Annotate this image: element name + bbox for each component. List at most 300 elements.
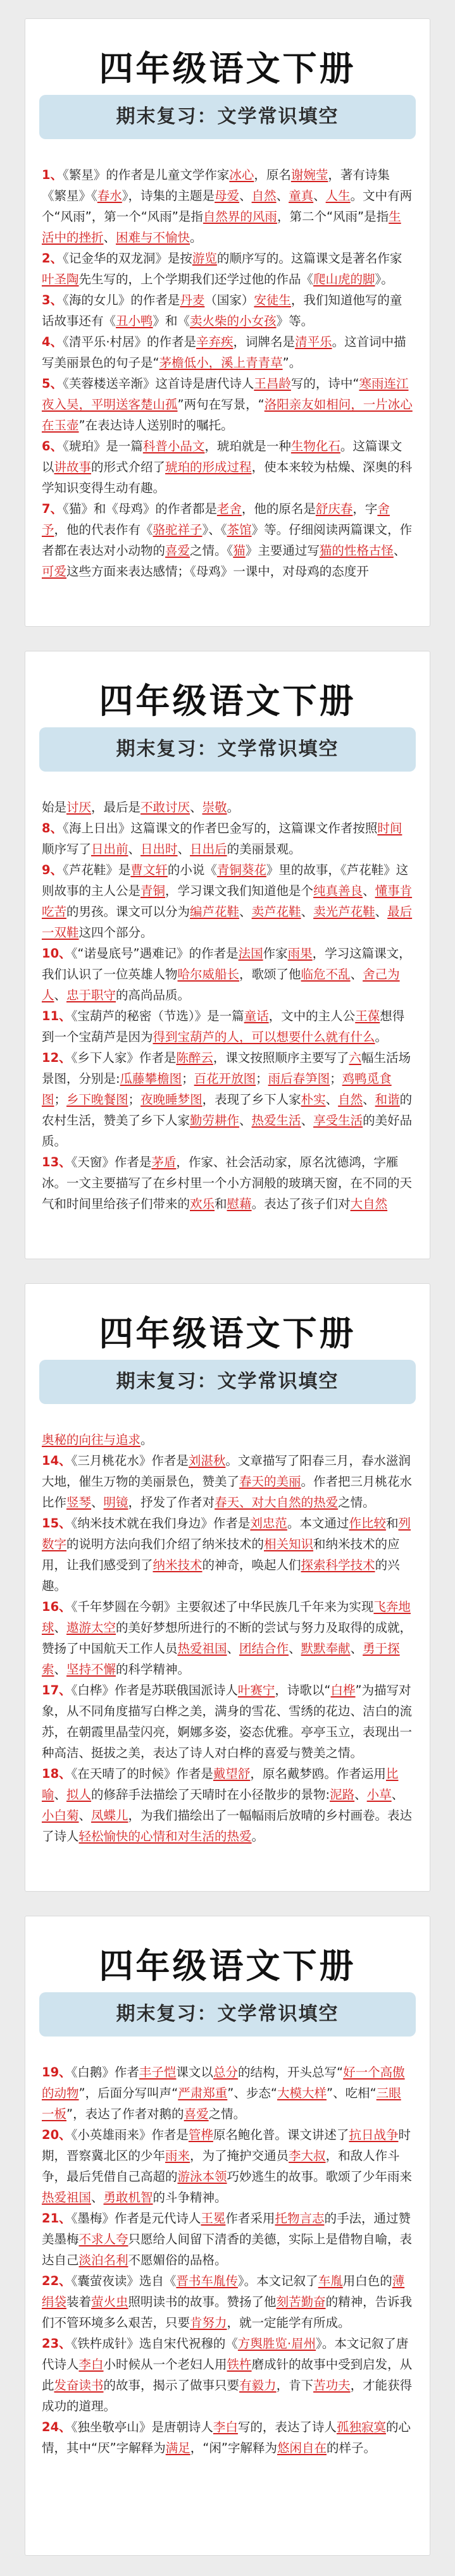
item-number: 24、: [42, 2420, 72, 2434]
item-text: 《乡下人家》作者是: [71, 1051, 177, 1065]
item-text: 、: [239, 188, 252, 203]
item-text: 。: [227, 800, 240, 815]
answer-text: 享受生活: [313, 1113, 363, 1128]
item-text: 。这篇课文以: [42, 439, 402, 474]
item-text: 、: [354, 1787, 367, 1802]
item-text: ，琥珀就是一种: [204, 439, 291, 453]
item-text: ，肯下: [276, 2378, 314, 2393]
item-text: 、: [350, 967, 363, 982]
answer-text: 雨来: [165, 2148, 190, 2163]
item-text: （国家）: [204, 293, 254, 307]
fill-item: [42, 331, 413, 373]
answer-text: 刘湛秋: [188, 1453, 226, 1468]
fill-item: [42, 1047, 413, 1152]
fill-item: [42, 248, 413, 290]
answer-text: 小白菊: [42, 1808, 79, 1823]
answer-text: 相关知识: [264, 1537, 314, 1551]
answer-text: 童话: [244, 1009, 269, 1023]
answer-text: 勤劳耕作: [190, 1113, 240, 1128]
fill-item: [42, 436, 413, 498]
answer-text: 人生: [325, 188, 351, 203]
item-number: 18、: [42, 1766, 72, 1781]
answer-text: 飞奔地球: [42, 1599, 411, 1635]
item-text: 的心情，其中“厌”字解释为: [42, 2420, 411, 2455]
answer-text: 丑小鸭: [116, 314, 153, 328]
answer-text: 安徒生: [254, 293, 291, 307]
item-text: ，学习课文我们知道他是个: [165, 884, 314, 898]
subtitle-banner: 期末复习：文学常识填空: [39, 1992, 416, 2037]
fill-item: [42, 164, 413, 248]
answer-text: 车胤: [318, 2274, 343, 2288]
answer-text: 李白: [213, 2420, 238, 2434]
item-text: 》和《: [153, 314, 190, 328]
subtitle-banner: 期末复习：文学常识填空: [39, 727, 416, 772]
fill-item: [42, 1680, 413, 1763]
item-text: 、: [393, 543, 406, 558]
answer-text: 方舆胜览·眉州: [237, 2336, 316, 2351]
item-text: ，学习这篇课文，我们认识了一位英雄人物: [42, 946, 411, 982]
item-text: 、: [301, 1113, 314, 1128]
item-text: ”、吃相“: [326, 2086, 377, 2100]
answer-text: 热爱生活: [251, 1113, 301, 1128]
item-text: 、: [363, 1092, 375, 1107]
item-text: 《纳米技术就在我们身边》作者是: [71, 1516, 251, 1531]
item-text: 《白桦》作者是苏联俄国派诗人: [71, 1683, 238, 1698]
item-text: 《白鹅》作者: [71, 2065, 139, 2080]
item-text: ，原名: [254, 168, 291, 182]
item-text: 时期，晋察冀北区的少年: [42, 2128, 411, 2163]
answer-text: 百花开放图: [194, 1071, 256, 1086]
item-text: 的顺序写的。这篇课文是著名作家: [216, 251, 402, 266]
item-text: 《芙蓉楼送辛渐》这首诗是唐代诗人: [63, 376, 254, 391]
page-body: [25, 2062, 430, 2471]
answer-text: 王昌龄: [254, 376, 291, 391]
item-text: 的修辞手法描绘了天晴时在小径散步的景物:: [91, 1787, 330, 1802]
item-text: 的说明方法向我们介绍了纳米技术的: [66, 1537, 265, 1551]
answer-text: 讨厌: [66, 800, 92, 815]
answer-text: 得到宝葫芦的人，可以想要什么就有什么: [153, 1030, 375, 1044]
answer-text: 大模大样: [277, 2086, 327, 2100]
item-text: 想得到一个宝葫芦是因为: [42, 1009, 405, 1044]
answer-text: 崇敬: [202, 800, 227, 815]
answer-text: 猫的性格古怪: [319, 543, 394, 558]
item-text: ，文中的主人公: [268, 1009, 356, 1023]
answer-text: 懂事肯吃苦: [42, 884, 413, 919]
answer-text: 舍予: [42, 502, 390, 537]
answer-text: 薄绢袋: [42, 2274, 405, 2309]
answer-text: 轻松愉快的心情和对生活的热爱: [78, 1829, 252, 1844]
answer-text: 坚持不懈: [66, 1662, 116, 1677]
page-4: [25, 1916, 430, 2555]
item-text: 、: [325, 1092, 339, 1107]
fill-item: [42, 2271, 413, 2333]
item-text: 、: [128, 842, 141, 856]
item-text: ，“闲”字解释为: [190, 2441, 277, 2455]
fill-item: [42, 2333, 413, 2417]
item-text: 、: [313, 188, 326, 203]
answer-text: 自然: [338, 1092, 363, 1107]
item-text: 、: [54, 1787, 67, 1802]
answer-text: 茶馆: [227, 522, 252, 537]
answer-text: 日出前: [91, 842, 128, 856]
answer-text: 青铜葵花: [216, 863, 266, 877]
item-text: 写的，表达了诗人: [237, 2420, 337, 2434]
item-text: 、: [103, 230, 116, 245]
item-text: ，著有诗集《繁星》《: [42, 168, 390, 203]
item-text: 小时候从一个老妇人用: [103, 2357, 227, 2372]
item-text: 》等。仔细阅读两篇课文，作者都在表达对小动物的: [42, 522, 413, 558]
answer-text: 时间: [377, 821, 402, 835]
item-text: 。作者把三月桃花水比作: [42, 1474, 413, 1510]
item-text: 和: [215, 1197, 227, 1211]
answer-text: 淡泊名利: [78, 2253, 128, 2267]
item-text: 《三月桃花水》作者是: [71, 1453, 189, 1468]
item-text: 作家: [263, 946, 288, 961]
answer-text: 欢乐: [190, 1197, 215, 1211]
answer-text: 洛阳亲友如相问，一片冰心在玉壶: [42, 397, 413, 433]
answer-text: 凤蝶儿: [91, 1808, 128, 1823]
item-text: 幅生活场景图，分别是:: [42, 1051, 411, 1086]
item-text: ”两句在写景，“: [177, 397, 265, 412]
item-text: 这四个部分。: [78, 925, 153, 940]
answer-text: 丰子恺: [139, 2065, 177, 2080]
answer-text: 琥珀的形成过程: [165, 460, 252, 474]
item-number: 5、: [42, 376, 63, 391]
fill-item: [42, 2417, 413, 2458]
item-text: 之情。: [208, 2107, 246, 2121]
item-text: 顺序写了: [42, 842, 92, 856]
item-text: ，课文按照顺序主要写了: [213, 1051, 349, 1065]
answer-text: 列数字: [42, 1516, 411, 1551]
item-number: 6、: [42, 439, 63, 453]
fill-item: [42, 290, 413, 331]
item-text: 。: [375, 1030, 388, 1044]
answer-text: 满足: [165, 2441, 190, 2455]
item-number: 12、: [42, 1051, 72, 1065]
answer-text: 李大叔: [289, 2148, 326, 2163]
item-text: 的美好梦想所进行的不断的尝试与努力及取得的成就，赞扬了中国航天工作人员: [42, 1620, 413, 1656]
answer-text: 丹麦: [180, 293, 205, 307]
item-text: 巧妙逃生的故事。歌颂了少年雨来: [227, 2169, 413, 2184]
item-text: ，他的原名是: [241, 502, 316, 516]
item-text: ，歌颂了他: [239, 967, 301, 982]
item-text: ；: [128, 1092, 141, 1107]
item-text: ，原名戴梦鸥。作者运用: [250, 1766, 386, 1781]
fill-item: [42, 498, 413, 582]
item-text: 《海的女儿》的作者是: [63, 293, 180, 307]
item-text: 。文中有两个“风雨”，第一个“风雨”是指: [42, 188, 413, 224]
answer-text: 王冕: [201, 2211, 226, 2226]
answer-text: 雨果: [287, 946, 313, 961]
page-body: [25, 797, 430, 1227]
answer-text: 萤火虫: [91, 2295, 128, 2309]
item-text: 《铁杵成针》选自宋代祝穆的《: [71, 2336, 238, 2351]
answer-text: 作比较: [349, 1516, 386, 1531]
item-text: ”为描写对象，从不同角度描写白桦之美，满身的雪花、雪绣的花边、洁白的流苏，在朝霞里晶莹闪亮，婀娜多姿，姿态优雅。亭亭玉立，表现出一种高洁、挺拔之美，表达了诗人对白桦的喜爱与赞美之情。: [42, 1683, 413, 1760]
page-title: 四年级语文下册: [99, 48, 356, 89]
answer-text: 晋书车胤传: [176, 2274, 238, 2288]
answer-text: 三眼一板: [42, 2086, 401, 2121]
item-text: 照明读书的故事。赞扬了他: [128, 2295, 277, 2309]
item-text: 的神奇，唤起人们: [202, 1558, 301, 1572]
answer-text: 爬山虎的脚: [313, 272, 375, 287]
item-text: ，第二个“风雨”是指: [277, 209, 389, 224]
item-text: 和纳米技术的应用，让我们感受到了: [42, 1537, 400, 1572]
page-1: [25, 19, 430, 626]
item-text: 。表达了孩子们对: [251, 1197, 351, 1211]
subtitle-banner: 期末复习：文学常识填空: [39, 1360, 416, 1404]
item-text: 、: [289, 1641, 301, 1656]
item-text: 的美好品质。: [42, 1113, 413, 1149]
answer-text: 青铜: [140, 884, 166, 898]
answer-text: 困难与不愉快: [116, 230, 190, 245]
item-text: ，使本来较为枯燥、深奥的科学知识变得生动有趣。: [42, 460, 413, 495]
item-text: 《在天晴了的时候》作者是: [71, 1766, 213, 1781]
answer-text: 春水: [97, 188, 122, 203]
item-text: ，就一定能学有所成。: [227, 2315, 351, 2330]
item-text: 的兴趣。: [42, 1558, 400, 1593]
item-number: 8、: [42, 821, 63, 835]
item-text: 、: [177, 842, 190, 856]
item-text: ；: [182, 1071, 194, 1086]
page-title: 四年级语文下册: [99, 1313, 356, 1353]
answer-text: 抗日战争: [349, 2128, 399, 2142]
answer-text: 编芦花鞋: [190, 904, 240, 919]
answer-text: 童真: [289, 188, 314, 203]
fill-item: [42, 2062, 413, 2124]
item-text: 装着: [66, 2295, 92, 2309]
fill-item: [42, 1152, 413, 1214]
item-text: 、: [190, 800, 203, 815]
answer-text: 李白: [78, 2357, 104, 2372]
item-text: ；: [256, 1071, 268, 1086]
page-header: [25, 651, 430, 797]
answer-text: 小草: [366, 1787, 392, 1802]
item-text: 、: [391, 1787, 404, 1802]
fill-item: [42, 797, 413, 818]
item-text: ”。: [282, 355, 302, 370]
answer-text: 刻苦勤奋: [276, 2295, 326, 2309]
item-text: 《琥珀》是一篇: [63, 439, 143, 453]
item-text: 、: [363, 884, 375, 898]
item-number: 20、: [42, 2128, 72, 2142]
answer-text: 肯努力: [190, 2315, 227, 2330]
item-text: 》，诗集的主题是: [122, 188, 215, 203]
item-text: 课文以: [176, 2065, 213, 2080]
answer-text: 有毅力: [239, 2378, 277, 2393]
item-text: 》等。: [276, 314, 314, 328]
page-title: 四年级语文下册: [99, 681, 356, 721]
answer-text: 春天、对大自然的热爱: [215, 1495, 339, 1510]
item-number: 22、: [42, 2274, 72, 2288]
fill-item: [42, 1596, 413, 1680]
item-number: 19、: [42, 2065, 72, 2080]
answer-text: 叶圣陶: [42, 272, 79, 287]
item-text: ，我们知道他写的童话故事还有《: [42, 293, 402, 328]
answer-text: 夜晚睡梦图: [140, 1092, 203, 1107]
item-text: ，最后是: [91, 800, 141, 815]
item-text: 的结构，开头总写“: [237, 2065, 344, 2080]
item-text: 》主要通过写: [245, 543, 320, 558]
item-text: ”，后面分写叫声“: [78, 2086, 178, 2100]
answer-text: 喜爱: [165, 543, 190, 558]
item-text: 的农村生活，赞美了乡下人家: [42, 1092, 413, 1128]
answer-text: 忠于职守: [66, 988, 116, 1002]
item-text: 、: [91, 1495, 104, 1510]
fill-item: [42, 2124, 413, 2208]
item-text: 的样子。: [326, 2441, 376, 2455]
answer-text: 喜爱: [184, 2107, 209, 2121]
item-number: 3、: [42, 293, 63, 307]
answer-text: 管桦: [188, 2128, 213, 2142]
answer-text: 春天的美丽: [239, 1474, 301, 1489]
fill-item: [42, 2208, 413, 2271]
answer-text: 纳米技术: [153, 1558, 203, 1572]
answer-text: 鸡鸭觅食图: [42, 1071, 392, 1107]
item-text: 、: [54, 1662, 67, 1677]
item-text: 和: [385, 1516, 399, 1531]
item-text: 》。: [375, 272, 394, 287]
item-text: 磨成针的故事中受到启发，从此: [42, 2357, 413, 2393]
item-text: 先生写的，上个学期我们还学过他的作品《: [78, 272, 314, 287]
item-text: ，和敌人作斗争，最后凭借自己高超的: [42, 2148, 400, 2184]
answer-text: 临危不乱: [301, 967, 351, 982]
item-number: 14、: [42, 1453, 72, 1468]
item-text: 用白色的: [342, 2274, 392, 2288]
answer-text: 不敢讨厌: [140, 800, 190, 815]
item-text: 。: [190, 230, 203, 245]
item-text: 之情。: [338, 1495, 375, 1510]
fill-item: [42, 943, 413, 1006]
fill-item: [42, 1429, 413, 1450]
item-text: 《猫》和《母鸡》的作者都是: [63, 502, 217, 516]
item-text: 《宝葫芦的秘密（节选）》是一篇: [71, 1009, 244, 1023]
item-text: ，词牌名是: [233, 335, 296, 349]
page-body: [25, 164, 430, 595]
answer-text: 发奋读书: [54, 2378, 104, 2393]
answer-text: 冰心: [229, 168, 254, 182]
item-text: 这些方面来表达感情；《母鸡》一课中，对母鸡的态度开: [66, 564, 369, 579]
answer-text: 茅檐低小，溪上青青草: [159, 355, 283, 370]
item-text: 的精神，告诉我们不管环境多么艰苦，只要: [42, 2295, 413, 2330]
item-text: 《海上日出》这篇课文的作者巴金写的，这篇课文作者按照: [63, 821, 378, 835]
answer-text: 寒雨连江夜入吴，平明送客楚山孤: [42, 376, 409, 412]
answer-text: 日出时: [140, 842, 178, 856]
item-number: 7、: [42, 502, 63, 516]
answer-text: 探索科学技术: [301, 1558, 375, 1572]
answer-text: 六: [349, 1051, 361, 1065]
answer-text: 谢婉莹: [290, 168, 328, 182]
item-text: 《繁星》的作者是儿童文学作家: [63, 168, 230, 182]
fill-item: [42, 860, 413, 943]
answer-text: 陈醉云: [176, 1051, 213, 1065]
item-text: 《小英雄雨来》作者是: [71, 2128, 189, 2142]
item-text: 《“诺曼底号”遇难记》的作者是: [71, 946, 239, 961]
item-text: 《墨梅》作者是元代诗人: [71, 2211, 201, 2226]
item-text: ，诗歌以“: [275, 1683, 331, 1698]
item-text: 的高尚品质。: [116, 988, 190, 1002]
answer-text: 勇于探索: [42, 1641, 400, 1677]
answer-text: 辛弃疾: [196, 335, 234, 349]
item-text: ，作家、社会活动家，原名沈德鸿，字雁冰。一文主要描写了在乡村里一个小方洞般的玻璃天窗，在不同的天气和时间里给孩子们带来的: [42, 1155, 413, 1211]
item-text: 的手法，通过赞美墨梅: [42, 2211, 411, 2246]
item-text: 的形式介绍了: [91, 460, 166, 474]
answer-text: 雨后春笋图: [268, 1071, 330, 1086]
item-number: 4、: [42, 335, 63, 349]
answer-text: 铁杵: [227, 2357, 252, 2372]
answer-text: 生物化石: [290, 439, 340, 453]
item-text: 、: [54, 1620, 67, 1635]
answer-text: 科普小品文: [142, 439, 205, 453]
item-text: ，才能获得成功的道理。: [42, 2378, 413, 2413]
answer-text: 戴望舒: [213, 1766, 251, 1781]
answer-text: 白桦: [330, 1683, 356, 1698]
answer-text: 纯真善良: [313, 884, 363, 898]
subtitle-banner: 期末复习：文学常识填空: [39, 95, 416, 139]
item-text: 《囊萤夜读》选自《: [71, 2274, 177, 2288]
item-text: ，他的代表作有《: [54, 522, 153, 537]
answer-text: 遨游太空: [66, 1620, 116, 1635]
answer-text: 卖光芦花鞋: [313, 904, 375, 919]
answer-text: 讲故事: [54, 460, 92, 474]
fill-item: [42, 818, 413, 860]
answer-text: 叶赛宁: [237, 1683, 275, 1698]
item-text: 、: [78, 1808, 92, 1823]
answer-text: 母爱: [215, 188, 240, 203]
answer-text: 卖火柴的小女孩: [190, 314, 277, 328]
answer-text: 猫: [233, 543, 246, 558]
answer-text: 游泳本领: [177, 2169, 227, 2184]
item-number: 10、: [42, 946, 72, 961]
answer-text: 生活中的挫折: [42, 209, 401, 245]
answer-text: 热爱祖国: [42, 2190, 92, 2205]
answer-text: 热爱祖国: [177, 1641, 227, 1656]
answer-text: 最后一双鞋: [42, 904, 413, 940]
item-text: 、: [227, 1641, 240, 1656]
answer-text: 孤独寂寞: [336, 2420, 386, 2434]
answer-text: 明镜: [103, 1495, 128, 1510]
item-text: 、: [239, 904, 252, 919]
page-header: [25, 1916, 430, 2062]
answer-text: 卖芦花鞋: [251, 904, 301, 919]
item-text: 》、《: [202, 522, 227, 537]
answer-text: 法国: [238, 946, 263, 961]
item-text: 》里的故事，《芦花鞋》这则故事的主人公是: [42, 863, 409, 898]
page-header: [25, 1284, 430, 1429]
answer-text: 日出后: [190, 842, 227, 856]
page-body: [25, 1429, 430, 1859]
answer-text: 不求人夸: [78, 2232, 128, 2246]
page-title: 四年级语文下册: [99, 1945, 356, 1986]
item-text: 、: [350, 1641, 363, 1656]
item-text: ，为了掩护交通员: [190, 2148, 289, 2163]
answer-text: 慰藉: [227, 1197, 252, 1211]
item-text: 》。本文记叙了唐代诗人: [42, 2336, 409, 2372]
item-text: 《独坐敬亭山》是唐朝诗人: [71, 2420, 213, 2434]
item-text: 作者采用: [225, 2211, 275, 2226]
item-text: 。本文通过: [287, 1516, 349, 1531]
page-2: [25, 651, 430, 1259]
answer-text: 托物言志: [275, 2211, 325, 2226]
answer-text: 舒庆春: [315, 502, 353, 516]
item-text: 写的，诗中“: [290, 376, 359, 391]
item-number: 1、: [42, 168, 63, 182]
answer-text: 和谐: [375, 1092, 400, 1107]
answer-text: 老舍: [216, 502, 242, 516]
answer-text: 拟人: [66, 1787, 92, 1802]
item-text: 始是: [42, 800, 67, 815]
answer-text: 泥路: [330, 1787, 355, 1802]
